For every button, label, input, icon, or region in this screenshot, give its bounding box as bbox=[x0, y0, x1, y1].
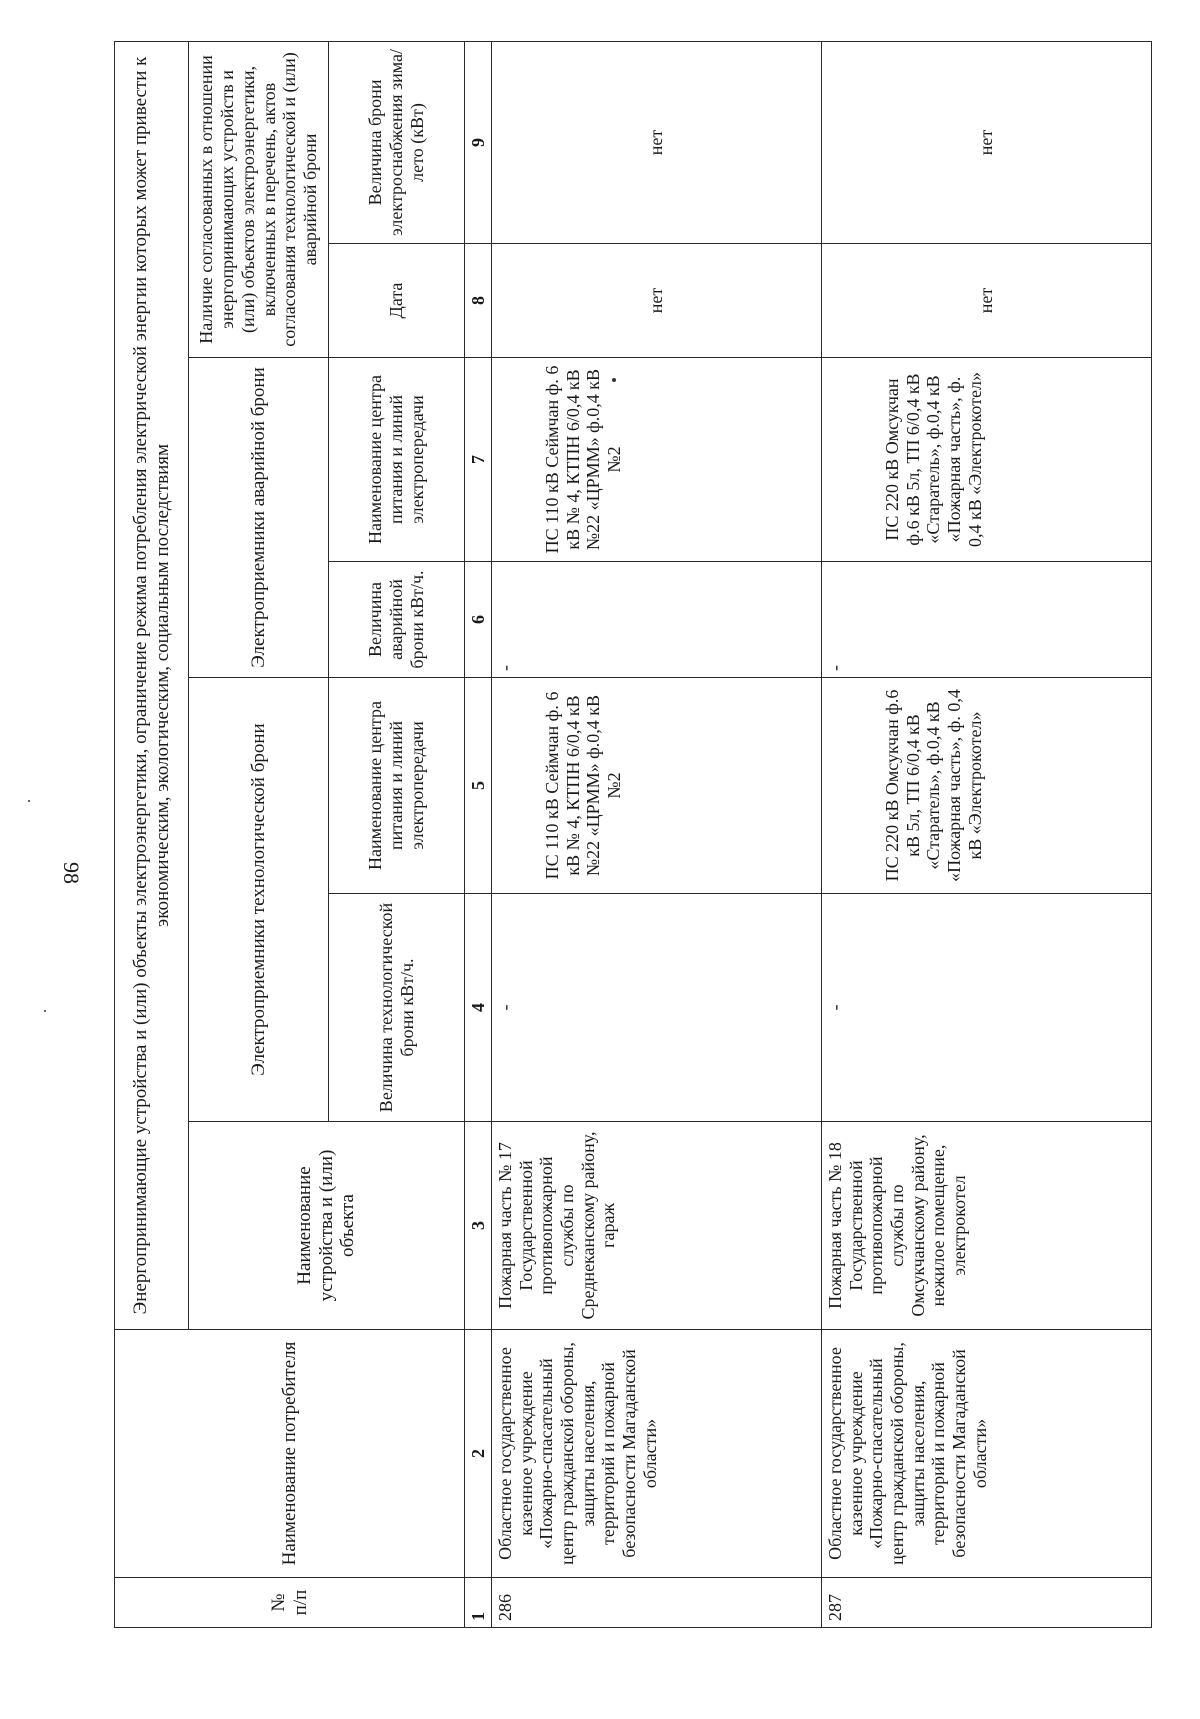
header-power: Величина брони электроснабжения зима/лето (кВт) bbox=[329, 41, 465, 243]
header-em-value: Величина аварийной брони кВт/ч. bbox=[329, 562, 465, 678]
header-object: Наименование устройства и (или) объекта bbox=[189, 1122, 465, 1330]
header-tech-value: Величина технологической брони кВт/ч. bbox=[329, 894, 465, 1122]
power-reserve-table bbox=[114, 41, 1152, 1628]
header-agreed-group: Наличие согласованных в отношении энергопринимающих устройств и (или) объектов электроэнергетики, включенных в перечень, актов согласования технологической и (или) аварийной брони bbox=[189, 41, 329, 357]
table-row bbox=[822, 41, 1152, 1627]
column-number-row bbox=[465, 41, 492, 1627]
row-tech-center: ПС 220 кВ Омсукчан ф.6 кВ 5л, ТП 6/0,4 кВ «Старатель», ф.0,4 кВ «Пожарная часть», ф. 0,4 кВ «Электрокотел» bbox=[822, 678, 1152, 894]
header-tech-group: Электроприемники технологической брони bbox=[189, 678, 329, 1122]
header-emergency-group: Электроприемники аварийной брони bbox=[189, 358, 329, 678]
row-object: Пожарная часть № 17 Государственной противопожарной службы по Среднеканскому району, гараж bbox=[492, 1122, 822, 1330]
row-tech-center: ПС 110 кВ Сеймчан ф. 6 кВ № 4, КТПН 6/0,4 кВ №22 «ЦРММ» ф.0,4 кВ №2 bbox=[492, 678, 822, 894]
row-consumer: Областное государственное казенное учреждение «Пожарно-спасательный центр гражданской обороны, защиты населения, территорий и пожарной безопасности Магаданской области» bbox=[492, 1330, 822, 1578]
row-date: нет bbox=[822, 244, 1152, 358]
row-tech-value: - bbox=[492, 894, 822, 1122]
header-consumer: Наименование потребителя bbox=[115, 1330, 465, 1578]
column-number: 2 bbox=[465, 1330, 492, 1578]
column-number: 8 bbox=[465, 244, 492, 358]
header-tech-center: Наименование центра питания и линий электропередачи bbox=[329, 678, 465, 894]
row-object: Пожарная часть № 18 Государственной противопожарной службы по Омсукчанскому району, нежилое помещение, электрокотел bbox=[822, 1122, 1152, 1330]
header-em-center: Наименование центра питания и линий электропередачи bbox=[329, 358, 465, 562]
row-em-center: ПС 110 кВ Сеймчан ф. 6 кВ № 4, КТПН 6/0,4 кВ №22 «ЦРММ» ф.0,4 кВ №2 bbox=[492, 358, 822, 562]
header-date: Дата bbox=[329, 244, 465, 358]
row-date: нет bbox=[492, 244, 822, 358]
scan-speck bbox=[44, 1010, 46, 1012]
column-number: 9 bbox=[465, 41, 492, 243]
row-consumer: Областное государственное казенное учреждение «Пожарно-спасательный центр гражданской обороны, защиты населения, территорий и пожарной безопасности Магаданской области» bbox=[822, 1330, 1152, 1578]
row-no: 287 bbox=[822, 1578, 1152, 1628]
header-no: № п/п bbox=[115, 1578, 465, 1628]
column-number: 5 bbox=[465, 678, 492, 894]
row-em-center: ПС 220 кВ Омсукчан ф.6 кВ 5л, ТП 6/0,4 кВ «Старатель», ф.0,4 кВ «Пожарная часть», ф. 0,4 кВ «Электрокотел» bbox=[822, 358, 1152, 562]
column-number: 3 bbox=[465, 1122, 492, 1330]
row-em-value: - bbox=[492, 562, 822, 678]
rotated-table-container bbox=[114, 42, 1152, 1628]
row-no: 286 bbox=[492, 1578, 822, 1628]
row-em-value: - bbox=[822, 562, 1152, 678]
row-power: нет bbox=[492, 41, 822, 243]
column-number: 7 bbox=[465, 358, 492, 562]
row-tech-value: - bbox=[822, 894, 1152, 1122]
table-row bbox=[492, 41, 822, 1627]
scan-speck bbox=[28, 800, 30, 802]
column-number: 6 bbox=[465, 562, 492, 678]
page-number: 98 bbox=[59, 862, 84, 884]
header-group-title: Энергопринимающие устройства и (или) объекты электроэнергетики, ограничение режима потребления электрической энергии которых может привести к экономическим, экологическим, социальным последствиям bbox=[115, 41, 189, 1329]
column-number: 4 bbox=[465, 894, 492, 1122]
column-number: 1 bbox=[465, 1578, 492, 1628]
row-power: нет bbox=[822, 41, 1152, 243]
